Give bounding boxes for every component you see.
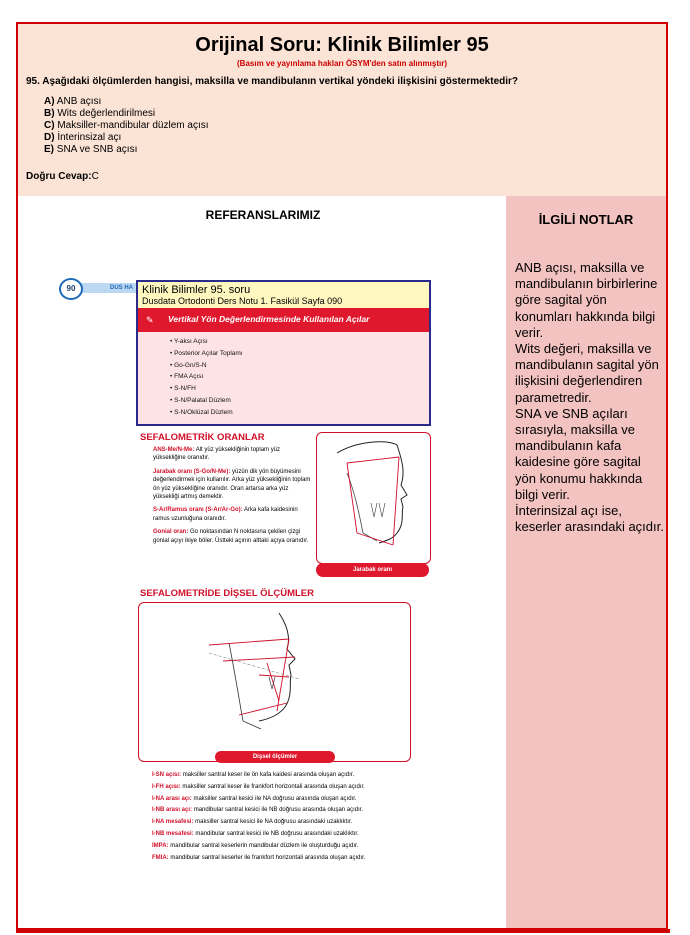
notes-title: İLGİLİ NOTLAR (538, 212, 634, 227)
note-line: göre sagital yön (515, 292, 607, 308)
note-line: verir. (515, 324, 544, 340)
measure-desc: maksiller santral keser ile ön kafa kaidesi arasında oluşan açıdır. (182, 772, 355, 778)
bottom-rule (16, 929, 670, 933)
sefa-label: Gonial oran: (153, 529, 189, 536)
note-line: keserler arasındaki açıdır. (515, 519, 664, 535)
cephalometric-drawing (317, 433, 430, 563)
correct-answer (26, 171, 99, 182)
list-item (152, 829, 422, 841)
note-line: parametredir. (515, 389, 592, 405)
notes-body (515, 260, 665, 535)
measure-desc: mandibular santral kesici ile NB doğrusu arasında oluşan açıdır. (193, 807, 364, 814)
notes-panel (506, 196, 666, 928)
sefa-desc: Arka kafa kaidesinin ramus uzunluğuna oranıdır. (153, 507, 298, 522)
note-line: SNA ve SNB açıları (515, 405, 628, 421)
note-line: mandibulanın birbirlerine (515, 276, 658, 292)
answer-label: Doğru Cevap: (26, 171, 92, 182)
option-letter: E) (44, 144, 54, 155)
measure-desc: maksiller santral keser ile frankfort horizontali arasında oluşan açıdır. (182, 783, 365, 790)
list-item: • FMA Açısı (170, 371, 243, 383)
note-line: mandibulanın kafa (515, 438, 622, 454)
references-heading: REFERANSLARIMIZ (205, 208, 321, 222)
option-d (44, 132, 209, 144)
note-line: sırasıyla, maksilla ve (515, 422, 635, 438)
option-letter: A) (44, 96, 55, 107)
list-item (152, 841, 422, 853)
list-item (152, 817, 422, 829)
page-number-badge: 90 (59, 278, 83, 300)
option-letter: D) (44, 132, 55, 143)
list-item (152, 770, 422, 782)
measure-label: I-SN açısı: (152, 772, 182, 778)
list-item: • Posterior Açılar Toplamı (170, 348, 243, 360)
page-header-bar: DUS HA (80, 283, 140, 293)
sefa-item (153, 528, 311, 545)
list-item: • Y-aksı Açısı (170, 336, 243, 348)
sefa-desc: yüzün dik yön büyümesini değerlendirmek için kullanılır. Arka yüz yüksekliğinin toplam ön yüz yüksekliğine oranıdır. Oran artarsa arka yüz yüksekliği artmış demektir. (153, 468, 311, 501)
jarabak-figure (316, 432, 431, 564)
measure-desc: mandibular santral keserlerin mandibular düzlem ile oluşturduğu açıdır. (170, 842, 359, 849)
dental-measurements-list (152, 770, 422, 864)
option-e (44, 144, 209, 156)
sefa-item (153, 446, 311, 463)
answer-value: C (91, 171, 99, 182)
dental-measurement-drawing (139, 603, 410, 761)
sefa-item (153, 468, 311, 502)
option-a (44, 96, 209, 108)
angle-list (138, 332, 429, 424)
options-list (44, 96, 209, 156)
list-item: • Go-Gn/S-N (170, 360, 243, 372)
list-item: • S-N/FH (170, 383, 243, 395)
copyright-note: (Basım ve yayınlama hakları ÖSYM'den satın alınmıştır) (237, 59, 447, 68)
note-line: kaidesine göre sagital (515, 454, 641, 470)
list-item: • S-N/Palatal Düzlem (170, 395, 243, 407)
section-banner (138, 308, 429, 332)
question-text: 95. Aşağıdaki ölçümlerden hangisi, maksilla ve mandibulanın vertikal yöndeki ilişkisini göstermektedir? (26, 76, 519, 87)
option-text: Maksiller-mandibular düzlem açısı (57, 120, 209, 131)
sefa-label: Jarabak oranı (S-Go/N-Me): (153, 468, 231, 475)
question-panel (18, 24, 666, 196)
note-line: ilişkisini değerlendiren (515, 373, 643, 389)
sefa-desc: Go noktasından N noktasına çekilen çizgi gonial açıyı ikiye böler. Üstteki açının alttaki açıya oranıdır. (153, 529, 309, 544)
source-title: Klinik Bilimler 95. soru (142, 284, 251, 296)
source-excerpt (136, 280, 431, 426)
option-letter: B) (44, 108, 55, 119)
note-line: bilgi verir. (515, 486, 570, 502)
list-item (152, 794, 422, 806)
pencil-icon: ✎ (146, 315, 154, 325)
sefa-label: S-Ar/Ramus oranı (S-Ar/Ar-Go): (153, 507, 243, 514)
measure-desc: maksiller santral kesici ile NA doğrusu arasındaki uzaklıktır. (195, 819, 353, 826)
measure-label: I-NB arası açı: (152, 807, 193, 814)
sefa-text (153, 446, 311, 550)
dissel-heading: SEFALOMETRİDE DİŞSEL ÖLÇÜMLER (140, 588, 315, 599)
note-line: Wits değeri, maksilla ve (515, 341, 652, 357)
measure-label: I-NB mesafesi: (152, 830, 194, 837)
sefa-item (153, 506, 311, 523)
option-text: İnterinsizal açı (57, 132, 122, 143)
page-title: Orijinal Soru: Klinik Bilimler 95 (195, 34, 489, 56)
measure-label: I-FH açısı: (152, 783, 181, 790)
measure-label: I-NA arası açı: (152, 795, 192, 802)
note-line: İnterinsizal açı ise, (515, 503, 622, 519)
option-text: ANB açısı (56, 96, 102, 107)
list-item (152, 853, 422, 865)
jarabak-caption: Jarabak oranı (316, 563, 429, 577)
note-line: yön konumu hakkında (515, 470, 643, 486)
sefa-desc: Alt yüz yüksekliğinin toplam yüz yüksekliğine oranıdır. (153, 447, 281, 462)
option-text: Wits değerlendirilmesi (57, 108, 156, 119)
list-item (152, 782, 422, 794)
source-citation: Dusdata Ortodonti Ders Notu 1. Fasikül Sayfa 090 (142, 296, 343, 306)
list-item (152, 805, 422, 817)
measure-desc: maksiller santral kesici ile NA doğrusu arasında oluşan açıdır. (193, 795, 357, 802)
measure-desc: mandibular santral kesici ile NB doğrusu arasındaki uzaklıktır. (195, 830, 359, 837)
option-text: SNA ve SNB açısı (56, 144, 138, 155)
option-c (44, 120, 209, 132)
source-header (138, 282, 429, 309)
dental-caption: Dişsel ölçümler (215, 751, 335, 763)
sefa-heading: SEFALOMETRİK ORANLAR (140, 432, 265, 443)
list-item: • S-N/Oklüzal Düzlem (170, 407, 243, 419)
note-line: konumları hakkında bilgi (515, 308, 656, 324)
note-line: mandibulanın sagital yön (515, 357, 659, 373)
dental-figure (138, 602, 411, 762)
banner-title: Vertikal Yön Değerlendirmesinde Kullanılan Açılar (168, 314, 370, 324)
note-line: ANB açısı, maksilla ve (515, 260, 645, 275)
sefa-label: ANS-Me/N-Me: (153, 447, 195, 453)
measure-label: FMIA: (152, 854, 169, 861)
option-b (44, 108, 209, 120)
measure-desc: mandibular santral keserler ile frankfort horizontali arasında oluşan açıdır. (170, 854, 366, 861)
measure-label: I-NA mesafesi: (152, 819, 194, 826)
measure-label: IMPA: (152, 842, 169, 849)
option-letter: C) (44, 120, 55, 131)
